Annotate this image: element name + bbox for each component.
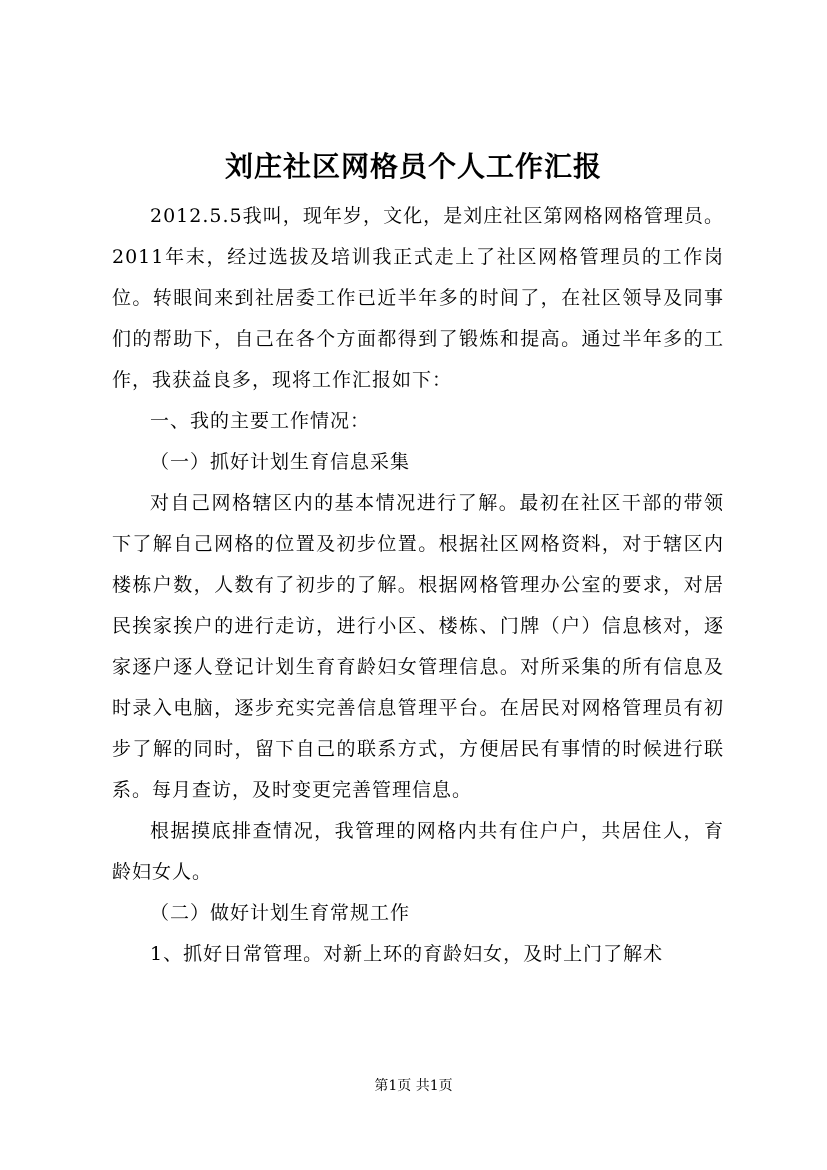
paragraph-survey-results: 根据摸底排查情况，我管理的网格内共有住户户，共居住人，育龄妇女人。 <box>112 820 724 883</box>
subsection-heading-1: （一）抓好计划生育信息采集 <box>150 451 411 473</box>
section-heading-1: 一、我的主要工作情况： <box>150 410 371 432</box>
subsection-heading-2: （二）做好计划生育常规工作 <box>150 902 411 924</box>
paragraph-info-collection: 对自己网格辖区内的基本情况进行了解。最初在社区干部的带领下了解自己网格的位置及初步位置。根据社区网格资料，对于辖区内楼栋户数，人数有了初步的了解。根据网格管理办公室的要求，对居民挨家挨户的进行走访，进行小区、楼栋、门牌（户）信息核对，逐家逐户逐人登记计划生育育龄妇女管理信息。对所采集的所有信息及时录入电脑，逐步充实完善信息管理平台。在居民对网格管理员有初步了解的同时，留下自己的联系方式，方便居民有事情的时候进行联系。每月查访，及时变更完善管理信息。 <box>112 492 724 801</box>
page-footer: 第1页 共1页 <box>374 1078 453 1094</box>
paragraph-daily-management: 1、抓好日常管理。对新上环的育龄妇女，及时上门了解术 <box>150 943 664 965</box>
document-title: 刘庄社区网格员个人工作汇报 <box>224 150 602 183</box>
paragraph-intro: 2012.5.5我叫，现年岁，文化，是刘庄社区第网格网格管理员。2011年末，经过选拔及培训我正式走上了社区网格管理员的工作岗位。转眼间来到社居委工作已近半年多的时间了，在社区领导及同事们的帮助下，自己在各个方面都得到了锻炼和提高。通过半年多的工作，我获益良多，现将工作汇报如下： <box>112 205 724 391</box>
document-body <box>112 196 724 975</box>
